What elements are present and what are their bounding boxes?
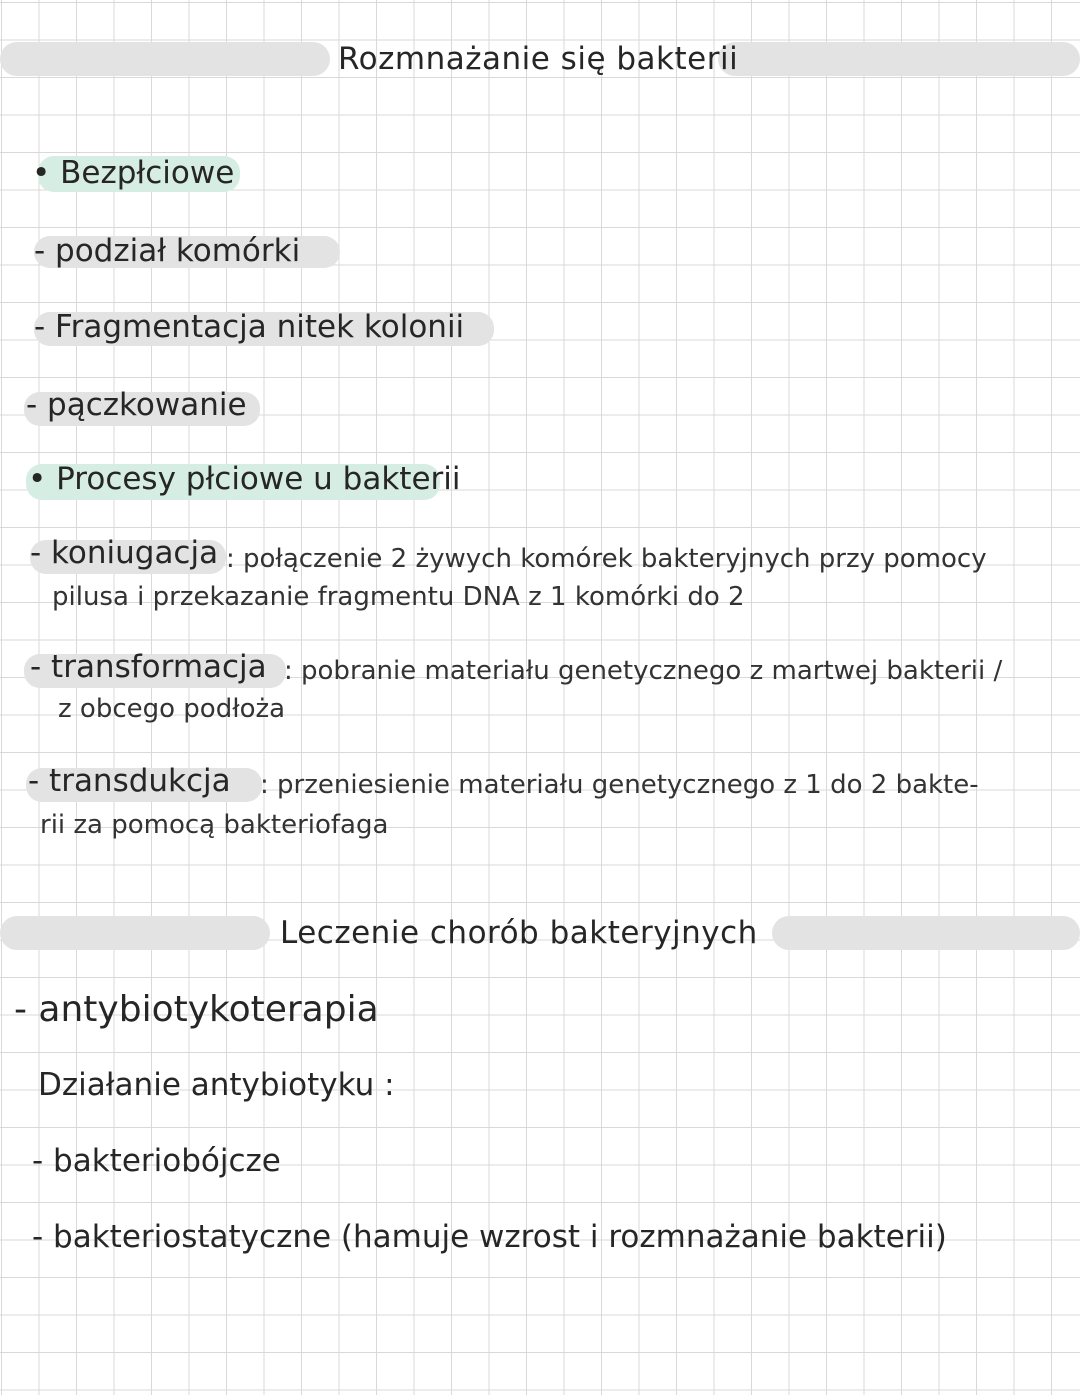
term-conjugation: - koniugacja — [30, 535, 219, 571]
definition-transduction-line1: : przeniesienie materiału genetycznego z 1 do 2 bakte- — [260, 770, 979, 800]
term-transformation: - transformacja — [30, 649, 267, 685]
definition-conjugation-line1: : połączenie 2 żywych komórek bakteryjnych przy pomocy — [226, 544, 987, 574]
title-bar-right — [772, 916, 1080, 950]
heading-sexual-processes: • Procesy płciowe u bakterii — [28, 461, 461, 497]
antibiotic-action-heading: Działanie antybiotyku : — [38, 1067, 395, 1103]
term-transduction: - transdukcja — [28, 763, 231, 799]
effect-bacteriostatic: - bakteriostatyczne (hamuje wzrost i rozmnażanie bakterii) — [32, 1219, 947, 1255]
title-bar-left — [0, 42, 330, 76]
heading-asexual: • Bezpłciowe — [32, 155, 235, 191]
definition-transformation-line1: : pobranie materiału genetycznego z martwej bakterii / — [284, 656, 1003, 686]
definition-conjugation-line2: pilusa i przekazanie fragmentu DNA z 1 komórki do 2 — [52, 582, 745, 612]
definition-transduction-line2: rii za pomocą bakteriofaga — [40, 810, 389, 840]
list-item-cell-division: - podział komórki — [34, 233, 301, 269]
title-bar-right — [718, 42, 1080, 76]
section-title-reproduction: Rozmnażanie się bakterii — [338, 41, 739, 77]
definition-transformation-line2: z obcego podłoża — [58, 694, 286, 724]
effect-bactericidal: - bakteriobójcze — [32, 1143, 281, 1179]
section-title-treatment: Leczenie chorób bakteryjnych — [280, 915, 758, 951]
list-item-budding: - pączkowanie — [26, 387, 247, 423]
title-bar-left — [0, 916, 270, 950]
list-item-fragmentation: - Fragmentacja nitek kolonii — [34, 309, 465, 345]
treatment-method: - antybiotykoterapia — [14, 989, 379, 1030]
